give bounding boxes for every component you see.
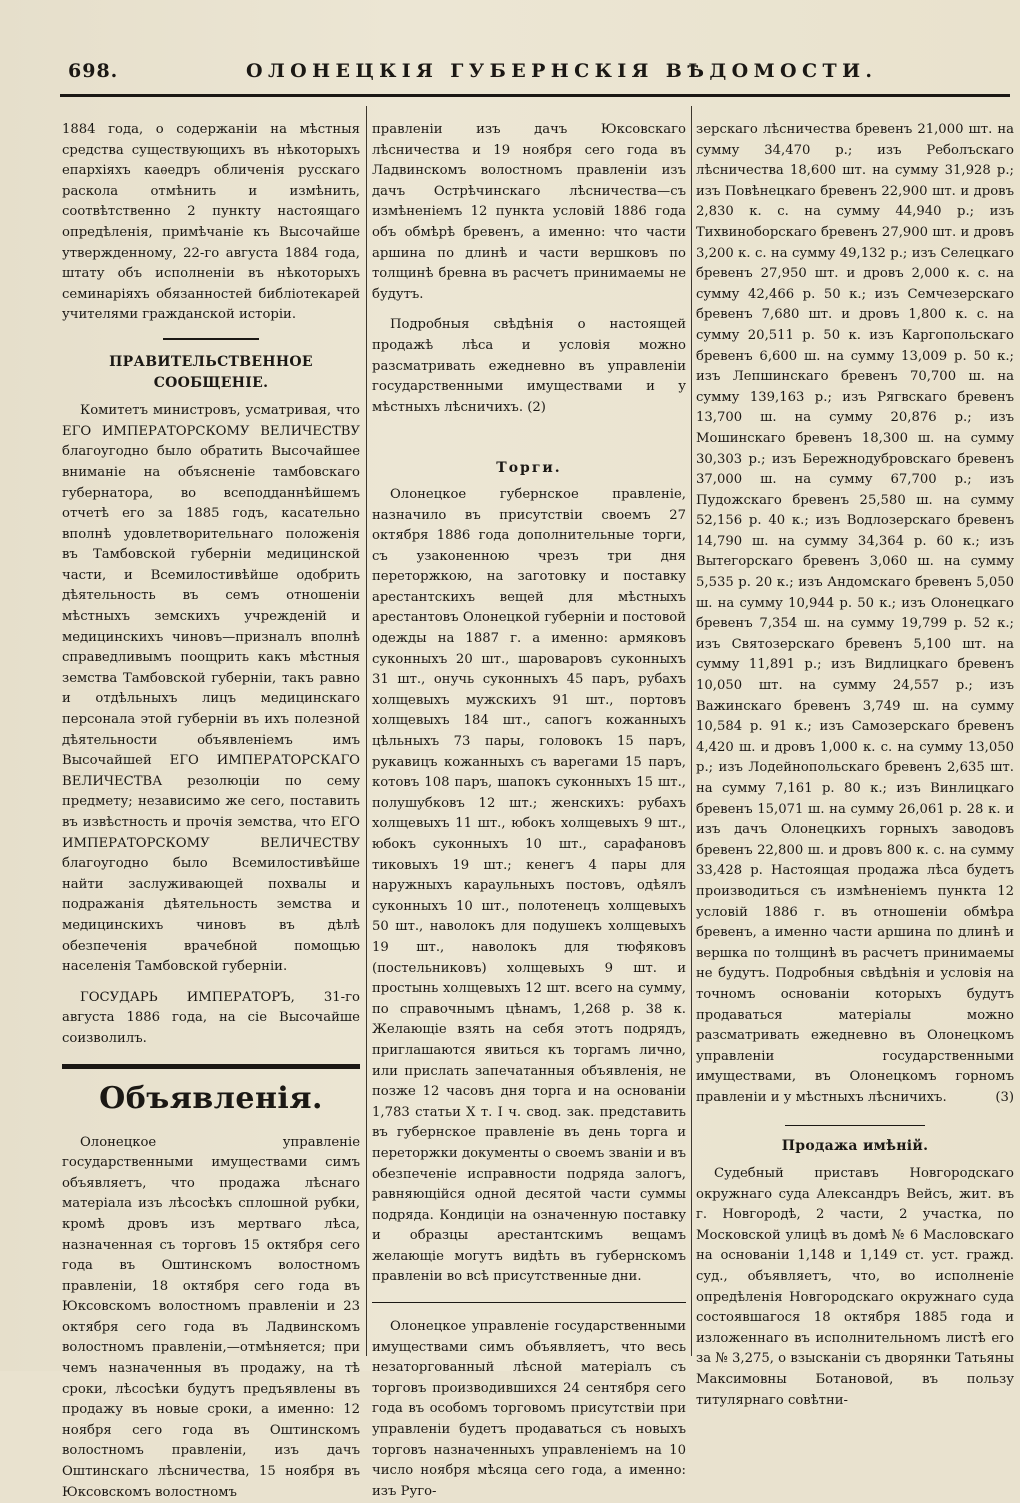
- section-divider: [163, 338, 259, 340]
- heading-announcements: Объявленія.: [99, 1080, 323, 1116]
- paragraph-forest-details-text: Подробныя свѣдѣнія о настоящей продажѣ лѣса и условія можно разсматривать ежедневно въ управленіи государственными имуществами и у мѣстныхъ лѣсничихъ.: [372, 317, 686, 415]
- section-divider: [372, 1302, 686, 1303]
- notice-number-2: (2): [527, 399, 546, 415]
- column-1: [62, 120, 360, 1503]
- paragraph-forest-details: [372, 315, 686, 418]
- paragraph-forest-sale-cont: правленіи изъ дачъ Юксовскаго лѣсничества и 19 ноября сего года въ Ладвинскомъ волостномъ правленіи изъ дачъ Острѣчинскаго лѣсничества—съ измѣненіемъ 12 пункта условій 1886 года объ обмѣрѣ бревенъ, а именно: что части аршина по длинѣ и части вершковъ по толщинѣ бревна въ расчетъ принимаемы не будутъ.: [372, 122, 686, 302]
- newspaper-title: ОЛОНЕЦКІЯ ГУБЕРНСКІЯ ВѢДОМОСТИ.: [246, 60, 878, 82]
- heading-government-notice: ПРАВИТЕЛЬСТВЕННОЕ СООБЩЕНІЕ.: [109, 353, 313, 391]
- page-header: [60, 54, 1010, 90]
- paragraph-forest-sale: Олонецкое управленіе государственными имуществами симъ объявляетъ, что продажа лѣснаго матеріала изъ лѣсосѣкъ сплошной рубки, кромѣ дровъ изъ мертваго лѣса, назначенная съ торговъ 15 октября сего года въ Оштинскомъ волостномъ правленіи, 18 октября сего года въ Юксовскомъ волостномъ правленіи и 23 октября сего года въ Ладвинскомъ волостномъ правленіи,—отмѣняется; при чемъ назначенныя въ продажу, на тѣ сроки, лѣсосѣки будутъ предъявлены въ продажу въ новые сроки, а именно: 12 ноября сего года въ Оштинскомъ волостномъ правленіи, изъ дачъ Оштинскаго лѣсничества, 15 ноября въ Юксовскомъ волостномъ: [62, 1134, 360, 1500]
- paragraph-synod-end: 1884 года, о содержаніи на мѣстныя средства существующихъ въ нѣкоторыхъ епархіяхъ каѳедръ обличенія русскаго раскола отмѣнить и измѣнить, соотвѣтственно 2 пункту настоящаго опредѣленія, примѣчаніе къ Высочайше утвержденному, 22-го августа 1884 года, штату объ исполненіи въ нѣкоторыхъ семинаріяхъ обязанностей библіотекарей учителями гражданской исторіи.: [62, 122, 360, 323]
- paragraph-timber-auction: Олонецкое управленіе государственными имуществами симъ объявляетъ, что весь незаторгованный лѣсной матеріалъ съ торговъ производившихся 24 сентября сего года въ особомъ торговомъ присутствіи при управленіи будетъ продаваться съ новыхъ торговъ назначенныхъ управленіемъ на 10 число ноября мѣсяца сего года, а именно: изъ Руго-: [372, 1319, 686, 1499]
- notice-number-3: (3): [995, 1089, 1014, 1105]
- paragraph-auction-prisoners: Олонецкое губернское правленіе, назначило въ присутствіи своемъ 27 октября 1886 года дополнительные торги, съ узаконенною чрезъ три дня переторжкою, на заготовку и поставку арестантскихъ вещей для мѣстныхъ арестантовъ Олонецкой губерніи и постовой одежды на 1887 г. а именно: армяковъ суконныхъ 20 шт., шароваровъ суконныхъ 31 шт., онучь суконныхъ 45 паръ, рубахъ холщевыхъ мужскихъ 91 шт., портовъ холщевыхъ 184 шт., сапогъ кожанныхъ цѣльныхъ 73 пары, головокъ 15 паръ, рукавицъ кожанныхъ съ варегами 15 паръ, котовъ 108 паръ, шапокъ суконныхъ 15 шт., полушубковъ 12 шт.; женскихъ: рубахъ холщевыхъ 11 шт., юбокъ холщевыхъ 9 шт., юбокъ суконныхъ 10 шт., сарафановъ тиковыхъ 19 шт.; кенегъ 4 пары для наружныхъ караульныхъ постовъ, одѣялъ суконныхъ 10 шт., полотенецъ холщевыхъ 50 шт., наволокъ для подушекъ холщевыхъ 19 шт., наволокъ для тюфяковъ (постельниковъ) холщевыхъ 9 шт. и простынь холщевыхъ 12 шт. всего на сумму, по справочнымъ цѣнамъ, 1,268 р. 38 к. Желающіе взять на себя этотъ подрядъ, приглашаются явиться къ торгамъ лично, или прислать запечатанныя объявленія, не позже 12 часовъ дня торга и на основаніи 1,783 статьи X т. I ч. свод. зак. представить въ губернское правленіе въ день торга и переторжки документы о своемъ званіи и въ обезпеченіе исправности подряда залогъ, равняющійся одной десятой части суммы подряда. Кондиціи на означенную поставку и образцы арестантскимъ вещамъ желающіе могутъ видѣть въ губернскомъ правленіи во всѣ присутственные дни.: [372, 486, 686, 1285]
- column-divider-2: [691, 106, 692, 1356]
- paragraph-timber-list-text: зерскаго лѣсничества бревенъ 21,000 шт. на сумму 34,470 р.; изъ Реболъскаго лѣсничества 18,600 шт. на сумму 31,928 р.; изъ Повѣнецкаго бревенъ 22,900 шт. и дровъ 2,830 к. с. на сумму 44,940 р.; изъ Тихвиноборскаго бревенъ 27,900 шт. и дровъ 3,200 к. с. на сумму 49,132 р.; изъ Селецкаго бревенъ 27,950 шт. и дровъ 2,000 к. с. на сумму 42,466 р. 50 к.; изъ Семчезерскаго бревенъ 7,680 шт. и дровъ 1,800 к. с. на сумму 20,511 р. 50 к. изъ Каргопольскаго бревенъ 6,600 ш. на сумму 13,009 р. 50 к.; изъ Лепшинскаго бревенъ 70,700 ш. на сумму 139,163 р.; изъ Рягвскаго бревенъ 13,700 ш. на сумму 20,876 р.; изъ Мошинскаго бревенъ 18,300 ш. на сумму 30,303 р.; изъ Бережнодубровскаго бревенъ 37,000 ш. на сумму 67,700 р.; изъ Пудожскаго бревенъ 25,580 ш. на сумму 52,156 р. 40 к.; изъ Водлозерскаго бревенъ 14,790 ш. на сумму 34,364 р. 60 к.; изъ Вытегорскаго бревенъ 3,060 ш. на сумму 5,535 р. 20 к.; изъ Андомскаго бревенъ 5,050 ш. на сумму 10,944 р. 50 к.; изъ Олонецкаго бревенъ 7,354 ш. на сумму 19,799 р. 52 к.; изъ Святозерскаго бревенъ 5,100 шт. на сумму 11,891 р.; изъ Видлицкаго бревенъ 10,050 шт. на сумму 24,557 р.; изъ Важинскаго бревенъ 3,749 ш. на сумму 10,584 р. 91 к.; изъ Самозерскаго бревенъ 4,420 ш. и дровъ 1,000 к. с. на сумму 13,050 р.; изъ Лодейнопольскаго бревенъ 2,635 шт. на сумму 7,161 р. 80 к.; изъ Винлицкаго бревенъ 15,071 ш. на сумму 26,061 р. 28 к. и изъ дачъ Олонецкихъ горныхъ заводовъ бревенъ 22,800 ш. и дровъ 800 к. с. на сумму 33,428 р. Настоящая продажа лѣса будетъ производиться съ измѣненіемъ пункта 12 условій 1886 г. въ отношеніи обмѣра бревенъ, а именно части аршина по длинѣ и вершка по толщинѣ въ расчетъ принимаемы не будутъ. Подробныя свѣдѣнія и условія на точномъ основаніи которыхъ будутъ продаваться матеріалы можно разсматривать ежедневно въ Олонецкомъ управленіи государственными имуществами, въ Олонецкомъ горномъ правленіи и у мѣстныхъ лѣсничихъ.: [696, 122, 1014, 1105]
- column-2: [372, 120, 686, 1502]
- paragraph-bailiff: Судебный приставъ Новгородскаго окружнаго суда Александръ Вейсъ, жит. въ г. Новгородѣ, 2 части, 2 участка, по Московской улицѣ въ домѣ № 6 Масловскаго на основаніи 1,148 и 1,149 ст. уст. гражд. суд., объявляетъ, что, во исполненіе опредѣленія Новгородскаго окружнаго суда состоявшагося 18 октября 1885 года и изложеннаго въ исполнительномъ листѣ его за № 3,275, о взысканіи съ дворянки Татьяны Максимовны Ботановой, въ пользу титулярнаго совѣтни-: [696, 1166, 1014, 1408]
- section-divider: [785, 1125, 925, 1126]
- header-rule: [60, 94, 1010, 97]
- heading-auctions: Торги.: [496, 460, 562, 477]
- heading-estate-sale: Продажа имѣній.: [781, 1137, 929, 1154]
- page-number: 698.: [68, 60, 119, 82]
- column-divider-1: [366, 106, 367, 1356]
- section-divider-thick: [62, 1064, 360, 1069]
- paragraph-timber-list: [696, 120, 1014, 1109]
- paragraph-emperor-consent: ГОСУДАРЬ ИМПЕРАТОРЪ, 31-го августа 1886 года, на сіе Высочайше соизволилъ.: [62, 989, 360, 1046]
- paragraph-committee: Комитетъ министровъ, усматривая, что ЕГО ИМПЕРАТОРСКОМУ ВЕЛИЧЕСТВУ благоугодно было обратить Высочайшее вниманіе на объясненіе тамбовскаго губернатора, во всеподданнѣйшемъ отчетѣ его за 1885 годъ, касательно вполнѣ удовлетворительнаго положенія въ Тамбовской губерніи медицинской части, и Всемилостивѣйше одобрить дѣятельность въ семъ отношеніи мѣстныхъ земскихъ учрежденій и медицинскихъ чиновъ—призналъ вполнѣ справедливымъ поощрить какъ мѣстныя земства Тамбовской губерніи, такъ равно и отдѣльныхъ лицъ медицинскаго персонала этой губерніи въ ихъ полезной дѣятельности объявленіемъ имъ Высочайшей ЕГО ИМПЕРАТОРСКАГО ВЕЛИЧЕСТВА резолюціи по сему предмету; независимо же сего, поставить въ извѣстность и прочія земства, что ЕГО ИМПЕРАТОРСКОМУ ВЕЛИЧЕСТВУ благоугодно было Всемилостивѣйше найти заслуживающей похвалы и подражанія дѣятельность земства и медицинскихъ чиновъ въ дѣлѣ обезпеченія врачебной помощью населенія Тамбовской губерніи.: [62, 403, 360, 975]
- column-3: [696, 120, 1014, 1411]
